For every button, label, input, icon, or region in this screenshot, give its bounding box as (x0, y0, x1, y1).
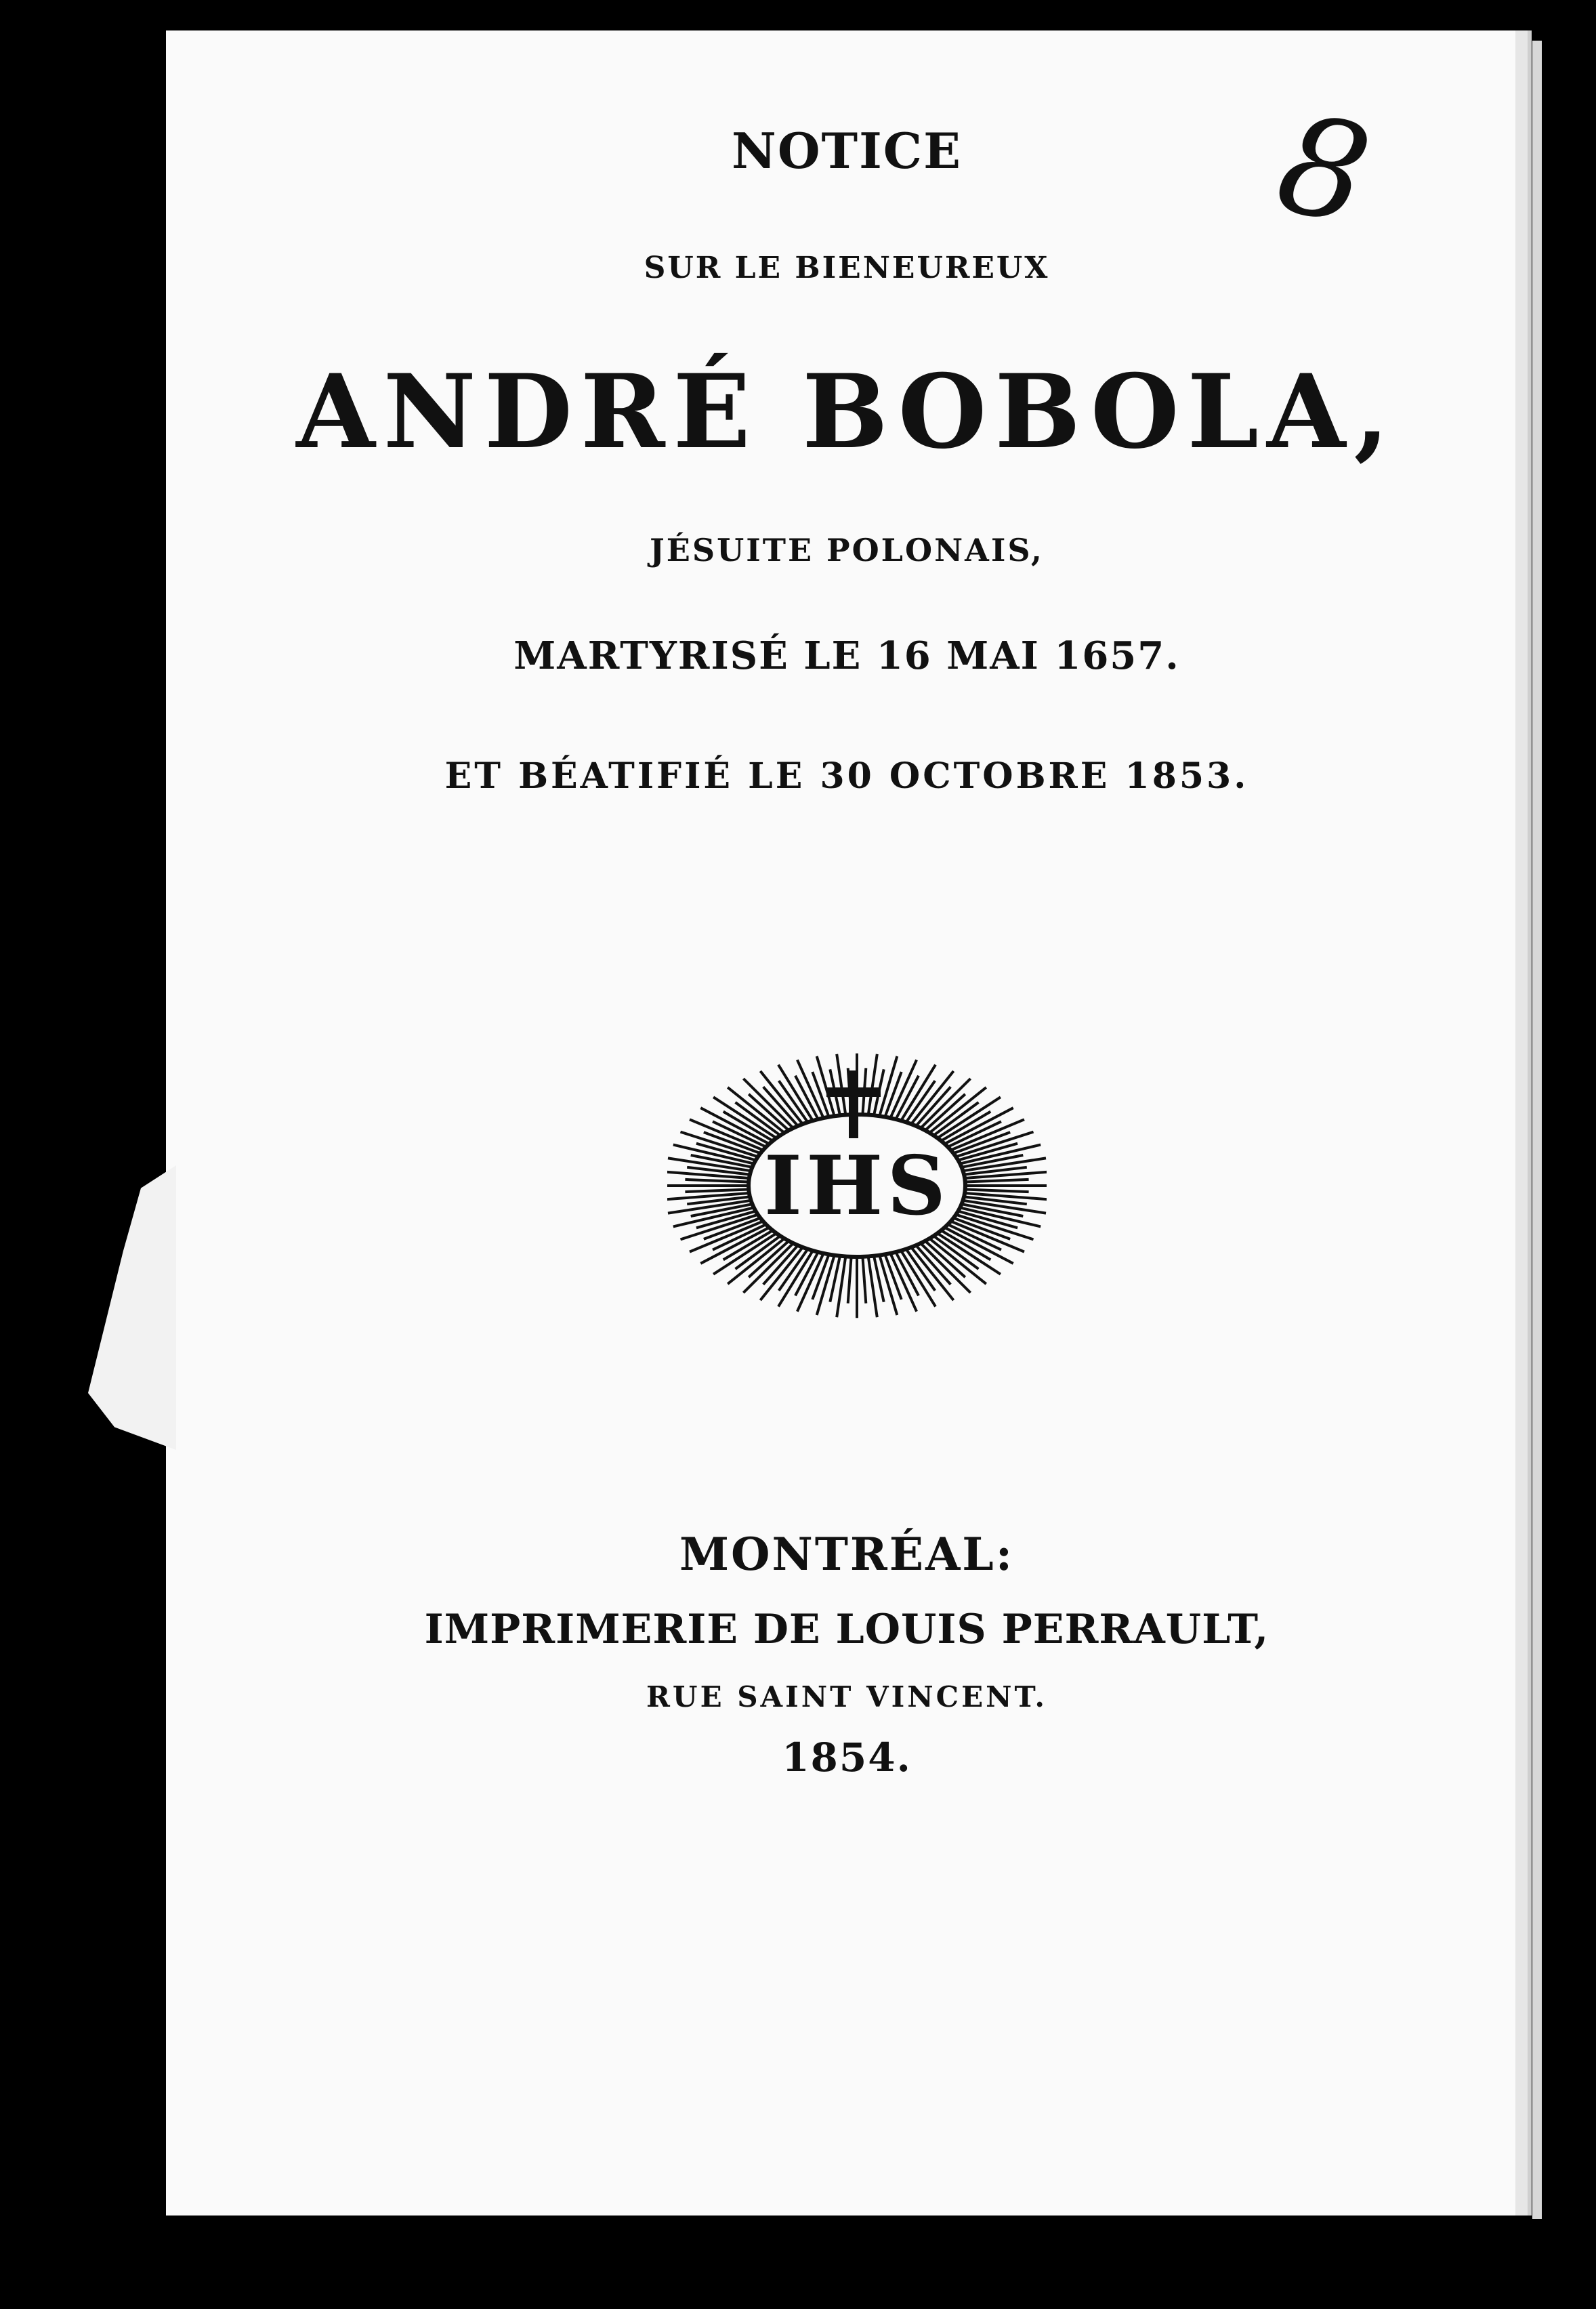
publication-city: MONTRÉAL: (679, 1528, 1015, 1581)
martyrdom-date: MARTYRISÉ LE 16 MAI 1657. (513, 633, 1180, 678)
subject-description: JÉSUITE POLONAIS, (650, 532, 1044, 568)
torn-page-edge (88, 1165, 176, 1450)
printer-address: RUE SAINT VINCENT. (646, 1680, 1047, 1713)
handwritten-number: 8 (1265, 83, 1383, 257)
ihs-emblem (667, 1050, 1047, 1321)
beatification-date: ET BÉATIFIÉ LE 30 OCTOBRE 1853. (444, 755, 1249, 797)
ihs-monogram: IHS (763, 1138, 950, 1234)
page-edge (1532, 41, 1542, 2219)
subject-name: ANDRÉ BOBOLA, (296, 352, 1398, 472)
title-notice: NOTICE (732, 122, 962, 180)
printer-name: IMPRIMERIE DE LOUIS PERRAULT, (424, 1606, 1269, 1653)
subtitle: SUR LE BIENEUREUX (644, 251, 1050, 285)
publication-year: 1854. (782, 1734, 912, 1781)
